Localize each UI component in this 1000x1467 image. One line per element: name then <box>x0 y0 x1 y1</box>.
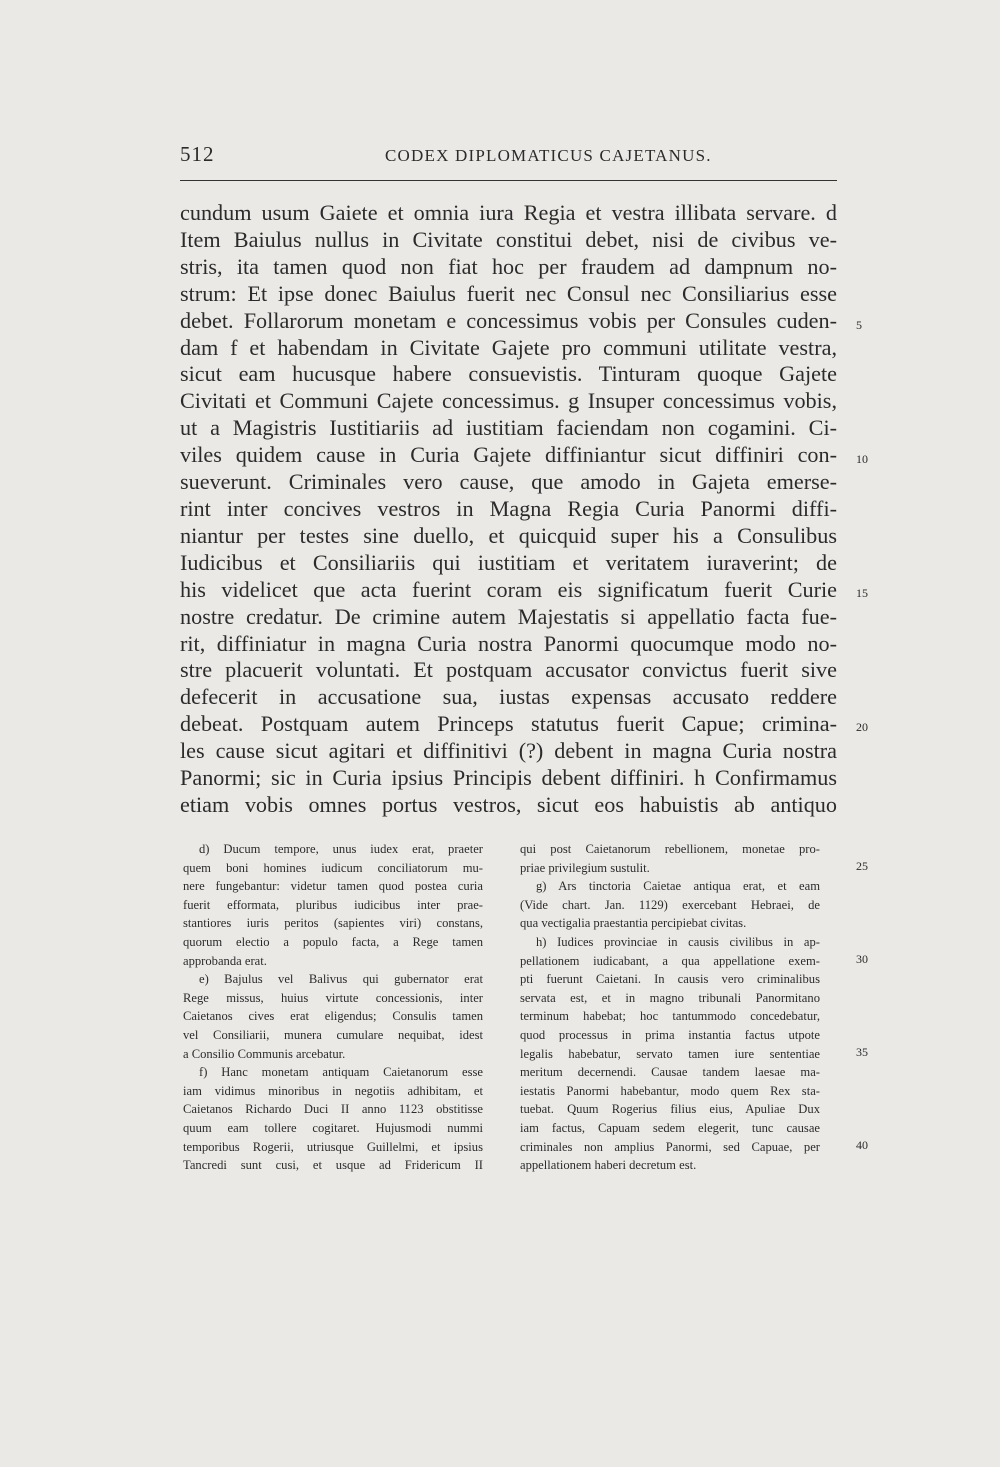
main-text-line: sicut eam hucusque habere consuevistis. Tinturam quoque Gajete <box>180 361 837 387</box>
footnote-line: stantiores iuris peritos (sapientes viri) constans, <box>183 916 483 931</box>
footnote-line: tuebat. Quum Rogerius filius eius, Apuliae Dux <box>520 1102 820 1117</box>
main-text-line: stre placuerit voluntati. Et postquam accusator convictus fuerit sive <box>180 657 837 683</box>
main-text-line: stris, ita tamen quod non fiat hoc per fraudem ad dampnum no- <box>180 253 837 279</box>
footnote-line: iestatis Panormi habebantur, modo quem Rex sta- <box>520 1083 820 1098</box>
main-text-line: nostre credatur. De crimine autem Majestatis si appellatio facta fue- <box>180 603 837 629</box>
footnote-line: temporibus Rogerii, utriusque Guillelmi, et ipsius <box>183 1139 483 1154</box>
main-text-line: dam f et habendam in Civitate Gajete pro communi utilitate vestra, <box>180 334 837 360</box>
line-number: 40 <box>856 1138 868 1152</box>
main-text-block <box>180 200 837 819</box>
footnote-line: vel Consiliarii, munera cumulare nequibat, idest <box>183 1027 483 1042</box>
footnotes-left-column <box>183 840 483 1175</box>
footnote-line: appellationem haberi decretum est. <box>520 1158 697 1173</box>
main-text-line: debet. Follarorum monetam e concessimus vobis per Consules cuden- <box>180 307 837 333</box>
footnote-line: iam vidimus minoribus in negotiis adhibitam, et <box>183 1083 483 1098</box>
main-text-line: ut a Magistris Iustitiariis ad iustitiam faciendam non cogamini. Ci- <box>180 415 837 441</box>
line-number: 35 <box>856 1045 868 1059</box>
main-text-line: his videlicet que acta fuerint coram eis significatum fuerit Curie <box>180 576 837 602</box>
line-number: 10 <box>856 452 868 466</box>
footnote-line: quem boni homines iudicum conciliatorum mu- <box>183 860 483 875</box>
line-number: 20 <box>856 720 868 734</box>
footnote-line: Caietanos Richardo Duci II anno 1123 obstitisse <box>183 1102 483 1117</box>
footnote-line: approbanda erat. <box>183 953 267 968</box>
footnote-line: g) Ars tinctoria Caietae antiqua erat, et eam <box>536 879 820 894</box>
footnote-line: qua vectigalia praestantia percipiebat civitas. <box>520 916 747 931</box>
footnote-line: e) Bajulus vel Balivus qui gubernator erat <box>199 972 483 987</box>
main-text-line: sueverunt. Criminales vero cause, que amodo in Gajeta emerse- <box>180 469 837 495</box>
main-text-line: Item Baiulus nullus in Civitate constitui debet, nisi de civibus ve- <box>180 226 837 252</box>
footnote-line: nere fungebantur: videtur tamen quod postea curia <box>183 879 483 894</box>
main-text-line: etiam vobis omnes portus vestros, sicut eos habuistis ab antiquo <box>180 791 837 817</box>
footnote-line: pellationem iudicabant, a qua appellatione exem- <box>520 953 820 968</box>
main-text-line: rit, diffiniatur in magna Curia nostra Panormi quocumque modo no- <box>180 630 837 656</box>
line-number: 5 <box>856 318 862 332</box>
footnote-line: legalis habebatur, servato tamen iure sententiae <box>520 1046 820 1061</box>
footnote-line: Rege missus, huius virtute concessionis, inter <box>183 990 483 1005</box>
footnote-line: priae privilegium sustulit. <box>520 860 650 875</box>
line-number: 30 <box>856 952 868 966</box>
main-text-line: Panormi; sic in Curia ipsius Principis debent diffiniri. h Confirmamus <box>180 765 837 791</box>
footnote-line: a Consilio Communis arcebatur. <box>183 1046 346 1061</box>
footnote-line: quod processus in prima instantia factus utpote <box>520 1027 820 1042</box>
footnote-line: Caietanos cives erat eligendus; Consulis tamen <box>183 1009 483 1024</box>
line-number: 15 <box>856 586 868 600</box>
footnote-line: fuerit efformata, pluribus iudicibus inter prae- <box>183 897 483 912</box>
header-rule <box>180 180 837 181</box>
main-text-line: cundum usum Gaiete et omnia iura Regia et vestra illibata servare. d <box>180 200 837 225</box>
footnote-line: quorum electio a populo facta, a Rege tamen <box>183 934 483 949</box>
main-text-line: debeat. Postquam autem Princeps statutus fuerit Capue; crimina- <box>180 711 837 737</box>
footnote-line: meritum decernendi. Causae tandem laesae ma- <box>520 1065 820 1080</box>
footnote-line: servata est, et in magno tribunali Panormitano <box>520 990 820 1005</box>
footnote-line: quum eam tollere cogitaret. Hujusmodi nummi <box>183 1120 483 1135</box>
footnote-line: terminum habebat; hoc tantummodo concedebatur, <box>520 1009 820 1024</box>
running-title: CODEX DIPLOMATICUS CAJETANUS. <box>385 146 712 165</box>
main-text-line: strum: Et ipse donec Baiulus fuerit nec Consul nec Consiliarius esse <box>180 280 837 306</box>
main-text-line: Civitati et Communi Cajete concessimus. g Insuper concessimus vobis, <box>180 388 837 414</box>
footnote-line: Tancredi sunt cusi, et usque ad Fridericum II <box>183 1158 483 1173</box>
footnote-line: pti fuerunt Caietani. In causis vero criminalibus <box>520 972 820 987</box>
footnotes-right-column <box>520 840 820 1175</box>
main-text-line: niantur per testes sine duello, et quicquid super his a Consulibus <box>180 522 837 548</box>
footnote-line: d) Ducum tempore, unus iudex erat, praeter <box>199 842 483 856</box>
main-text-line: defecerit in accusatione sua, iustas expensas accusato reddere <box>180 684 837 710</box>
page-number: 512 <box>180 142 215 166</box>
footnote-line: iam factus, Capuam sedem elegerit, tunc causae <box>520 1120 820 1135</box>
main-text-line: viles quidem cause in Curia Gajete diffiniantur sicut diffiniri con- <box>180 442 837 468</box>
main-text-line: les cause sicut agitari et diffinitivi (?) debent in magna Curia nostra <box>180 738 837 764</box>
page-header <box>180 142 837 182</box>
main-text-line: rint inter concives vestros in Magna Regia Curia Panormi diffi- <box>180 495 837 521</box>
footnote-line: (Vide chart. Jan. 1129) exercebant Hebraei, de <box>520 897 820 912</box>
footnote-line: qui post Caietanorum rebellionem, monetae pro- <box>520 842 820 856</box>
footnote-line: h) Iudices provinciae in causis civilibus in ap- <box>536 934 820 949</box>
footnote-line: f) Hanc monetam antiquam Caietanorum esse <box>199 1065 483 1080</box>
footnote-line: criminales non amplius Panormi, sed Capuae, per <box>520 1139 820 1154</box>
main-text-line: Iudicibus et Consiliariis qui iustitiam et veritatem iuraverint; de <box>180 549 837 575</box>
line-number: 25 <box>856 859 868 873</box>
